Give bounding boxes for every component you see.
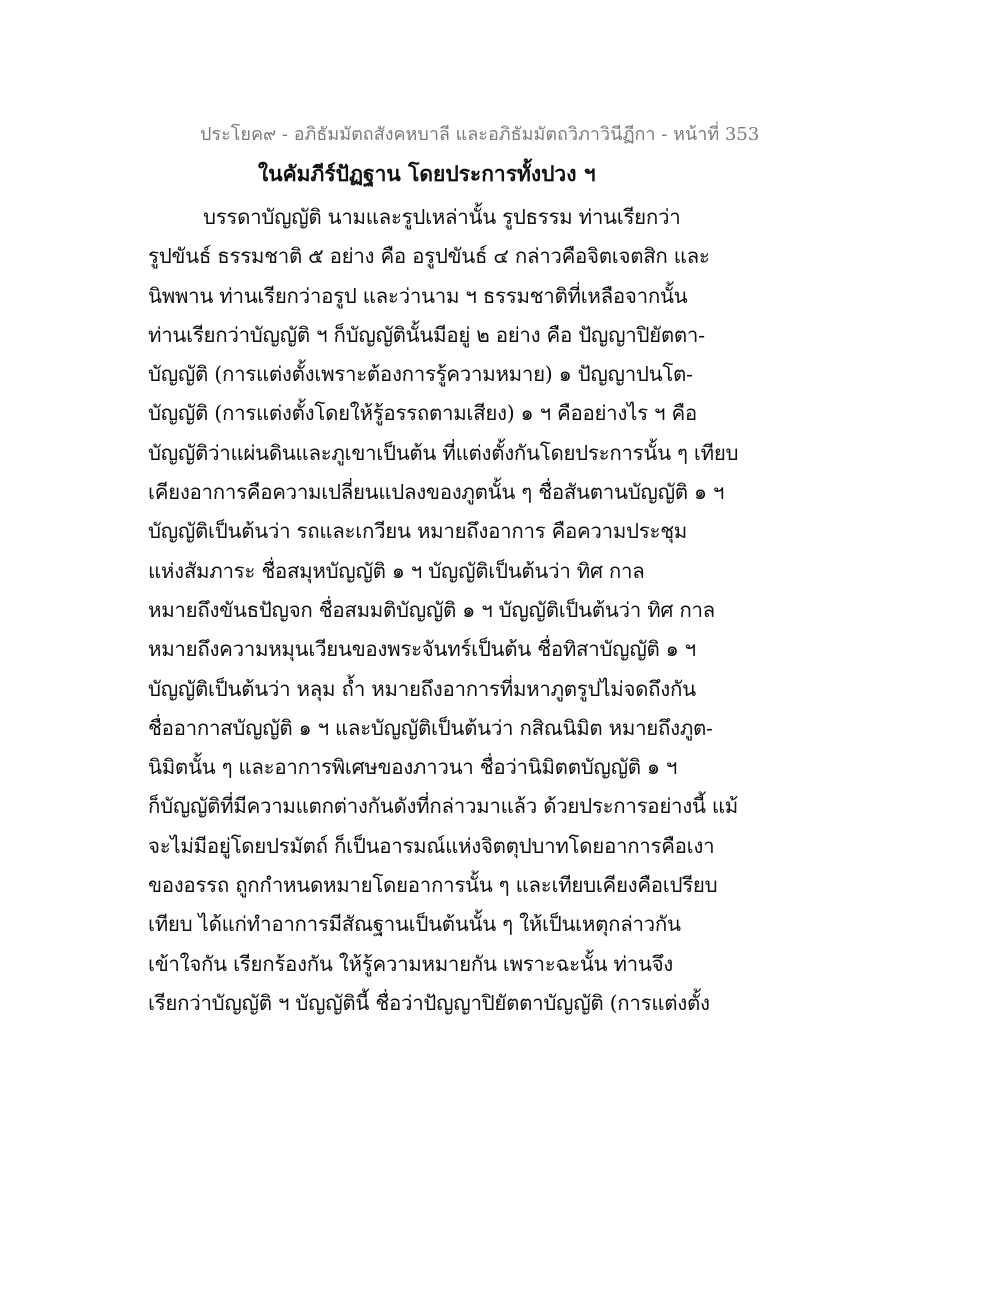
- text-line: นิพพาน ท่านเรียกว่าอรูป และว่านาม ฯ ธรรมชาติที่เหลือจากนั้น: [148, 283, 688, 308]
- text-line: บรรดาบัญญัติ นามและรูปเหล่านั้น รูปธรรม ท่านเรียกว่า: [203, 205, 681, 229]
- text-line: จะไม่มีอยู่โดยปรมัตถ์ ก็เป็นอารมณ์แห่งจิตตุปบาทโดยอาการคือเงา: [148, 833, 715, 858]
- text-line: บัญญัติว่าแผ่นดินและภูเขาเป็นต้น ที่แต่งตั้งกันโดยประการนั้น ๆ เทียบ: [148, 440, 739, 465]
- text-line: บัญญัติเป็นต้นว่า หลุม ถ้ำ หมายถึงอาการที่มหาภูตรูปไม่จดถึงกัน: [148, 676, 696, 701]
- text-line: เคียงอาการคือความเปลี่ยนแปลงของภูตนั้น ๆ ชื่อสันตานบัญญัติ ๑ ฯ: [148, 480, 725, 505]
- text-line: บัญญัติ (การแต่งตั้งโดยให้รู้อรรถตามเสียง) ๑ ฯ คืออย่างไร ฯ คือ: [148, 401, 697, 426]
- text-line: แห่งสัมภาระ ชื่อสมุหบัญญัติ ๑ ฯ บัญญัติเป็นต้นว่า ทิศ กาล: [148, 558, 645, 583]
- text-line: เทียบ ได้แก่ทำอาการมีสัณฐานเป็นต้นนั้น ๆ ให้เป็นเหตุกล่าวกัน: [148, 912, 681, 937]
- text-line: เข้าใจกัน เรียกร้องกัน ให้รู้ความหมายกัน เพราะฉะนั้น ท่านจึง: [148, 951, 674, 976]
- running-header: ประโยค๙ - อภิธัมมัตถสังคหบาลี และอภิธัมมัตถวิภาวินีฏีกา - หน้าที่ 353: [200, 124, 760, 145]
- section-heading: ในคัมภีร์ปัฏฐาน โดยประการทั้งปวง ฯ: [258, 161, 596, 186]
- body-text: [148, 198, 739, 1023]
- text-line: บัญญัติ (การแต่งตั้งเพราะต้องการรู้ความหมาย) ๑ ปัญญาปนโต-: [148, 362, 693, 387]
- text-line: หมายถึงความหมุนเวียนของพระจันทร์เป็นต้น ชื่อทิสาบัญญัติ ๑ ฯ: [148, 637, 696, 662]
- text-line: รูปขันธ์ ธรรมชาติ ๕ อย่าง คือ อรูปขันธ์ ๔ กล่าวคือจิตเจตสิก และ: [148, 244, 710, 269]
- text-line: บัญญัติเป็นต้นว่า รถและเกวียน หมายถึงอาการ คือความประชุม: [148, 519, 688, 544]
- text-line: ท่านเรียกว่าบัญญัติ ฯ ก็บัญญัตินั้นมีอยู่ ๒ อย่าง คือ ปัญญาปิยัตตา-: [148, 322, 705, 347]
- text-line: ของอรรถ ถูกกำหนดหมายโดยอาการนั้น ๆ และเทียบเคียงคือเปรียบ: [148, 873, 718, 898]
- text-line: ก็บัญญัติที่มีความแตกต่างกันดังที่กล่าวมาแล้ว ด้วยประการอย่างนี้ แม้: [148, 794, 739, 819]
- text-line: ชื่ออากาสบัญญัติ ๑ ฯ และบัญญัติเป็นต้นว่า กสิณนิมิต หมายถึงภูต-: [148, 715, 713, 740]
- text-line: นิมิตนั้น ๆ และอาการพิเศษของภาวนา ชื่อว่านิมิตตบัญญัติ ๑ ฯ: [148, 755, 678, 780]
- text-line: หมายถึงขันธปัญจก ชื่อสมมติบัญญัติ ๑ ฯ บัญญัติเป็นต้นว่า ทิศ กาล: [148, 597, 715, 622]
- text-line: เรียกว่าบัญญัติ ฯ บัญญัตินี้ ชื่อว่าปัญญาปิยัตตาบัญญัติ (การแต่งตั้ง: [148, 990, 710, 1015]
